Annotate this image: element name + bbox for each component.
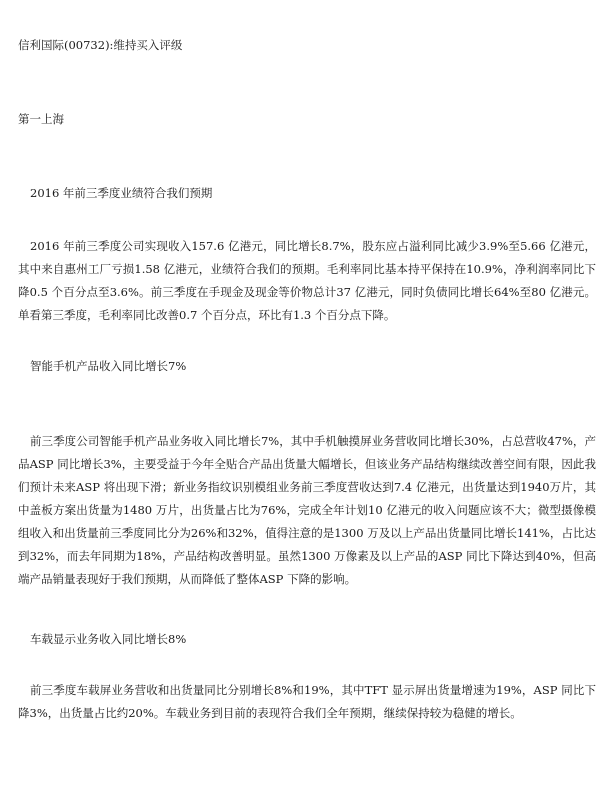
document-title: 信利国际(00732):维持买入评级 [18,38,183,52]
section-heading-automotive: 车载显示业务收入同比增长8% [30,632,187,646]
section-body-automotive: 前三季度车载屏业务营收和出货量同比分别增长8%和19%，其中TFT 显示屏出货量增速为19%，ASP 同比下降3%，出货量占比约20%。车载业务到目前的表现符合我们全年预期，继续保持较为稳健的增长。 [18,683,596,720]
section-body-smartphone: 前三季度公司智能手机产品业务收入同比增长7%，其中手机触摸屏业务营收同比增长30%，占总营收47%，产品ASP 同比增长3%，主要受益于今年全贴合产品出货量大幅增长，但该业务产品结构继续改善空间有限，因此我们预计未来ASP 将出现下滑；新业务指纹识别模组业务前三季度营收达到7.4 亿港元，出货量达到1940万片，其中盖板方案出货量为1480 万片，出货量占比为76%，完成全年计划10 亿港元的收入问题应该不大；微型摄像模组收入和出货量前三季度同比分为26%和32%，值得注意的是1300 万及以上产品出货量同比增长141%，占比达到32%，而去年同期为18%，产品结构改善明显。虽然1300 万像素及以上产品的ASP 同比下降达到40%，但高端产品销量表现好于我们预期，从而降低了整体ASP 下降的影响。 [18,434,596,586]
section-heading-smartphone: 智能手机产品收入同比增长7% [30,359,187,373]
document-source: 第一上海 [18,112,64,126]
section-heading-earnings: 2016 年前三季度业绩符合我们预期 [30,186,213,200]
section-body-earnings: 2016 年前三季度公司实现收入157.6 亿港元，同比增长8.7%，股东应占溢利同比减少3.9%至5.66 亿港元，其中来自惠州工厂亏损1.58 亿港元，业绩符合我们的预期。毛利率同比基本持平保持在10.9%，净利润率同比下降0.5 个百分点至3.6%。前三季度在手现金及现金等价物总计37 亿港元，同时负债同比增长64%至80 亿港元。单看第三季度，毛利率同比改善0.7 个百分点，环比有1.3 个百分点下降。 [18,239,596,322]
